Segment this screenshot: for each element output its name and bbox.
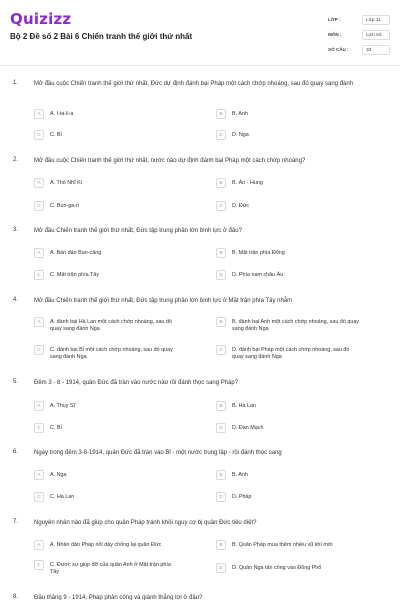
option-letter: C xyxy=(34,201,44,211)
question-number: 5. xyxy=(13,379,19,385)
meta-subject xyxy=(328,29,392,43)
meta-count-value: 33 xyxy=(362,45,390,55)
option-text: B. Mặt trận phía Đông xyxy=(232,249,285,256)
meta-subject-value: Lịch sử xyxy=(362,30,390,40)
option-letter: D xyxy=(216,270,226,280)
option-b[interactable] xyxy=(216,109,361,119)
option-text: C. Bỉ xyxy=(50,424,62,431)
option-c[interactable] xyxy=(34,345,179,361)
option-letter: A xyxy=(34,317,44,327)
option-text: C. đánh bại Bỉ một cách chớp nhoáng, sau đó quay sang đánh Nga xyxy=(50,346,173,360)
option-letter: D xyxy=(216,201,226,211)
option-letter: B xyxy=(216,470,226,480)
option-text: A. Nga xyxy=(50,471,67,478)
option-letter: A xyxy=(34,178,44,188)
question-number: 4. xyxy=(13,297,19,303)
option-letter: B xyxy=(216,248,226,258)
option-letter: D xyxy=(216,423,226,433)
option-d[interactable] xyxy=(216,345,361,361)
option-b[interactable] xyxy=(216,317,361,333)
option-letter: D xyxy=(216,563,226,573)
option-text: A. Nhân dân Pháp nổi dậy chống lại quân Đức xyxy=(50,541,162,548)
option-c[interactable] xyxy=(34,560,179,576)
option-letter: C xyxy=(34,492,44,502)
option-letter: A xyxy=(34,248,44,258)
page-title: Bộ 2 Đề số 2 Bài 6 Chiến tranh thế giới thứ nhất xyxy=(10,32,193,41)
option-letter: C xyxy=(34,270,44,280)
question-number: 6. xyxy=(13,449,19,455)
option-a[interactable] xyxy=(34,248,179,258)
option-text: C. Bỉ xyxy=(50,131,62,138)
question-text: Nguyên nhân nào đã giúp cho quân Pháp tránh khỏi nguy cơ bị quân Đức tiêu diệt? xyxy=(34,520,257,526)
option-c[interactable] xyxy=(34,201,179,211)
option-letter: A xyxy=(34,109,44,119)
option-letter: A xyxy=(34,401,44,411)
question-number: 8. xyxy=(13,594,19,600)
option-text: D. Quân Nga tấn công vào Đông Phổ xyxy=(232,564,322,571)
option-d[interactable] xyxy=(216,492,361,502)
option-text: D. đánh bại Pháp một cách chớp nhoáng, sau đó quay sang đánh Nga xyxy=(232,346,350,360)
meta-count xyxy=(328,44,392,58)
option-letter: C xyxy=(34,130,44,140)
option-letter: C xyxy=(34,345,44,355)
option-letter: B xyxy=(216,540,226,550)
option-text: A. Thụy Sĩ xyxy=(50,402,76,409)
meta-class-value: Lớp 11 xyxy=(362,15,390,25)
option-c[interactable] xyxy=(34,423,179,433)
question-number: 3. xyxy=(13,227,19,233)
option-d[interactable] xyxy=(216,130,361,140)
option-letter: D xyxy=(216,130,226,140)
meta-class xyxy=(328,14,392,28)
option-text: B. Hà Lan xyxy=(232,402,256,409)
option-text: C. Hà Lan xyxy=(50,493,75,500)
option-text: A. đánh bại Hà Lan một cách chớp nhoáng, sau đó quay sang đánh Nga xyxy=(50,318,172,332)
option-text: B. Quân Pháp mua thêm nhiều vũ khí mới xyxy=(232,541,333,548)
option-text: A. Thổ Nhĩ Kì xyxy=(50,179,83,186)
option-text: C. Mặt trận phía Tây xyxy=(50,271,100,278)
option-c[interactable] xyxy=(34,270,179,280)
option-a[interactable] xyxy=(34,317,179,333)
meta-count-label: SỐ CÂU : xyxy=(328,47,349,52)
question-text: Mở đầu cuộc Chiến tranh thế giới thứ nhất, nước nào dự định đánh bại Pháp một cách chớp nhoáng? xyxy=(34,158,306,164)
option-b[interactable] xyxy=(216,248,361,258)
option-letter: B xyxy=(216,401,226,411)
option-b[interactable] xyxy=(216,540,361,550)
option-letter: B xyxy=(216,109,226,119)
option-c[interactable] xyxy=(34,130,179,140)
meta-class-label: LỚP : xyxy=(328,17,341,22)
question-number: 1. xyxy=(13,80,19,86)
option-b[interactable] xyxy=(216,401,361,411)
option-letter: A xyxy=(34,540,44,550)
option-d[interactable] xyxy=(216,423,361,433)
option-text: A. Bán đảo Ban-căng xyxy=(50,249,102,256)
option-text: D. Đức xyxy=(232,202,250,209)
worksheet-header xyxy=(0,0,400,66)
meta-subject-label: MÔN : xyxy=(328,32,342,37)
option-a[interactable] xyxy=(34,470,179,480)
option-d[interactable] xyxy=(216,563,361,573)
option-letter: D xyxy=(216,345,226,355)
question-8 xyxy=(0,594,400,600)
option-text: B. đánh bại Anh một cách chớp nhoáng, sau đó quay sang đánh Nga xyxy=(232,318,360,332)
option-text: D. Pháp xyxy=(232,493,252,500)
option-letter: D xyxy=(216,492,226,502)
quizizz-logo: Quizizz xyxy=(10,10,72,28)
question-text: Mở đầu Chiến tranh thế giới thứ nhất, Đức tập trung phần lớn binh lực ở đâu? xyxy=(34,228,242,234)
question-text: Mở đầu Chiến tranh thế giới thứ nhất, Đức tập trung phần lớn binh lực ở Mặt trận phía Tây nhằm xyxy=(34,298,293,304)
question-text: Ngay trong đêm 3-8-1914, quân Đức đã tràn vào Bỉ - một nước trung lập - rồi đánh thọc sang xyxy=(34,450,282,456)
option-text: B. Anh xyxy=(232,471,248,478)
question-number: 7. xyxy=(13,519,19,525)
option-letter: A xyxy=(34,470,44,480)
option-a[interactable] xyxy=(34,178,179,188)
option-b[interactable] xyxy=(216,470,361,480)
option-c[interactable] xyxy=(34,492,179,502)
option-letter: B xyxy=(216,178,226,188)
option-letter: C xyxy=(34,423,44,433)
option-a[interactable] xyxy=(34,109,179,119)
option-text: D. Phía nam châu Âu xyxy=(232,271,284,278)
question-text: Đầu tháng 9 - 1914, Pháp phản công và giành thắng lợi ở đâu? xyxy=(34,595,203,600)
option-text: C. Được sự giúp đỡ của quân Anh ở Mặt trận phía Tây xyxy=(50,561,171,575)
option-b[interactable] xyxy=(216,178,361,188)
question-text: Đêm 3 - 8 - 1914, quân Đức đã tràn vào nước nào rồi đánh thọc sang Pháp? xyxy=(34,380,239,386)
option-text: D. Đan Mạch xyxy=(232,424,264,431)
question-text: Mở đầu cuộc Chiến tranh thế giới thứ nhất, Đức dự định đánh bại Pháp một cách chớp nhoáng, sau đó quay sang đánh xyxy=(34,81,354,87)
option-text: A. I-ta-li-a xyxy=(50,110,74,117)
option-letter: B xyxy=(216,317,226,327)
option-letter: C xyxy=(34,560,44,570)
option-text: D. Nga xyxy=(232,131,249,138)
option-text: B. Anh xyxy=(232,110,248,117)
option-d[interactable] xyxy=(216,270,361,280)
option-d[interactable] xyxy=(216,201,361,211)
option-text: B. Áo - Hung xyxy=(232,179,263,186)
option-a[interactable] xyxy=(34,401,179,411)
option-a[interactable] xyxy=(34,540,179,550)
question-number: 2. xyxy=(13,157,19,163)
option-text: C. Bun-ga-ri xyxy=(50,202,80,209)
